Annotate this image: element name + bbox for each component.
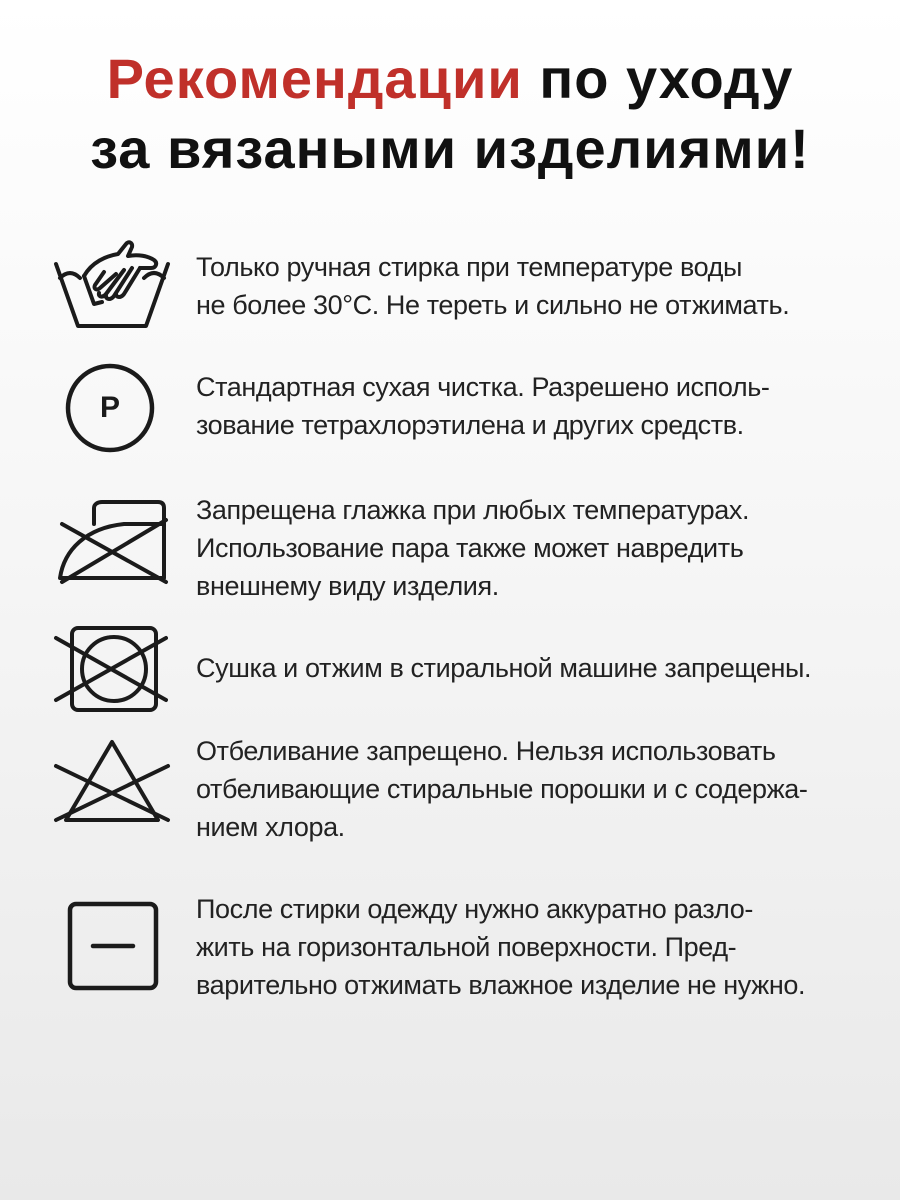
care-text-line: внешнему виду изделия.	[196, 571, 499, 601]
care-text-line: жить на горизонтальной поверхности. Пред-	[196, 932, 737, 962]
care-text-line: Использование пара также может навредить	[196, 533, 744, 563]
dry-flat-icon	[66, 900, 160, 992]
no-tumble-dry-icon	[52, 624, 168, 714]
title-line-1-rest: по уходу	[522, 47, 794, 110]
care-text-line: Стандартная сухая чистка. Разрешено исполь-	[196, 372, 770, 402]
care-text-line: варительно отжимать влажное изделие не нужно.	[196, 970, 806, 1000]
care-text-line: отбеливающие стиральные порошки и с содержа-	[196, 774, 808, 804]
care-text-line: нием хлора.	[196, 812, 345, 842]
care-text-line: Сушка и отжим в стиральной машине запрещены.	[196, 653, 812, 683]
care-text-hand-wash	[196, 248, 886, 324]
hand-wash-icon	[44, 238, 180, 334]
title-accent: Рекомендации	[106, 47, 523, 110]
title-line-2: за вязаными изделиями!	[90, 117, 810, 180]
care-text-line: После стирки одежду нужно аккуратно разло-	[196, 894, 753, 924]
care-text-line: зование тетрахлорэтилена и других средств.	[196, 410, 744, 440]
care-text-dry-flat	[196, 890, 886, 1004]
no-iron-icon	[54, 494, 174, 586]
care-text-line: Только ручная стирка при температуре воды	[196, 252, 743, 282]
dry-clean-letter: P	[99, 391, 120, 424]
care-text-dry-clean	[196, 368, 886, 444]
no-bleach-icon	[52, 736, 172, 826]
dry-clean-p-icon	[64, 362, 156, 454]
care-text-line: не более 30°С. Не тереть и сильно не отжимать.	[196, 290, 790, 320]
care-text-line: Отбеливание запрещено. Нельзя использовать	[196, 736, 776, 766]
care-text-line: Запрещена глажка при любых температурах.	[196, 495, 750, 525]
care-text-no-tumble-dry	[196, 649, 886, 687]
care-text-no-bleach	[196, 732, 886, 846]
care-text-no-iron	[196, 491, 886, 605]
